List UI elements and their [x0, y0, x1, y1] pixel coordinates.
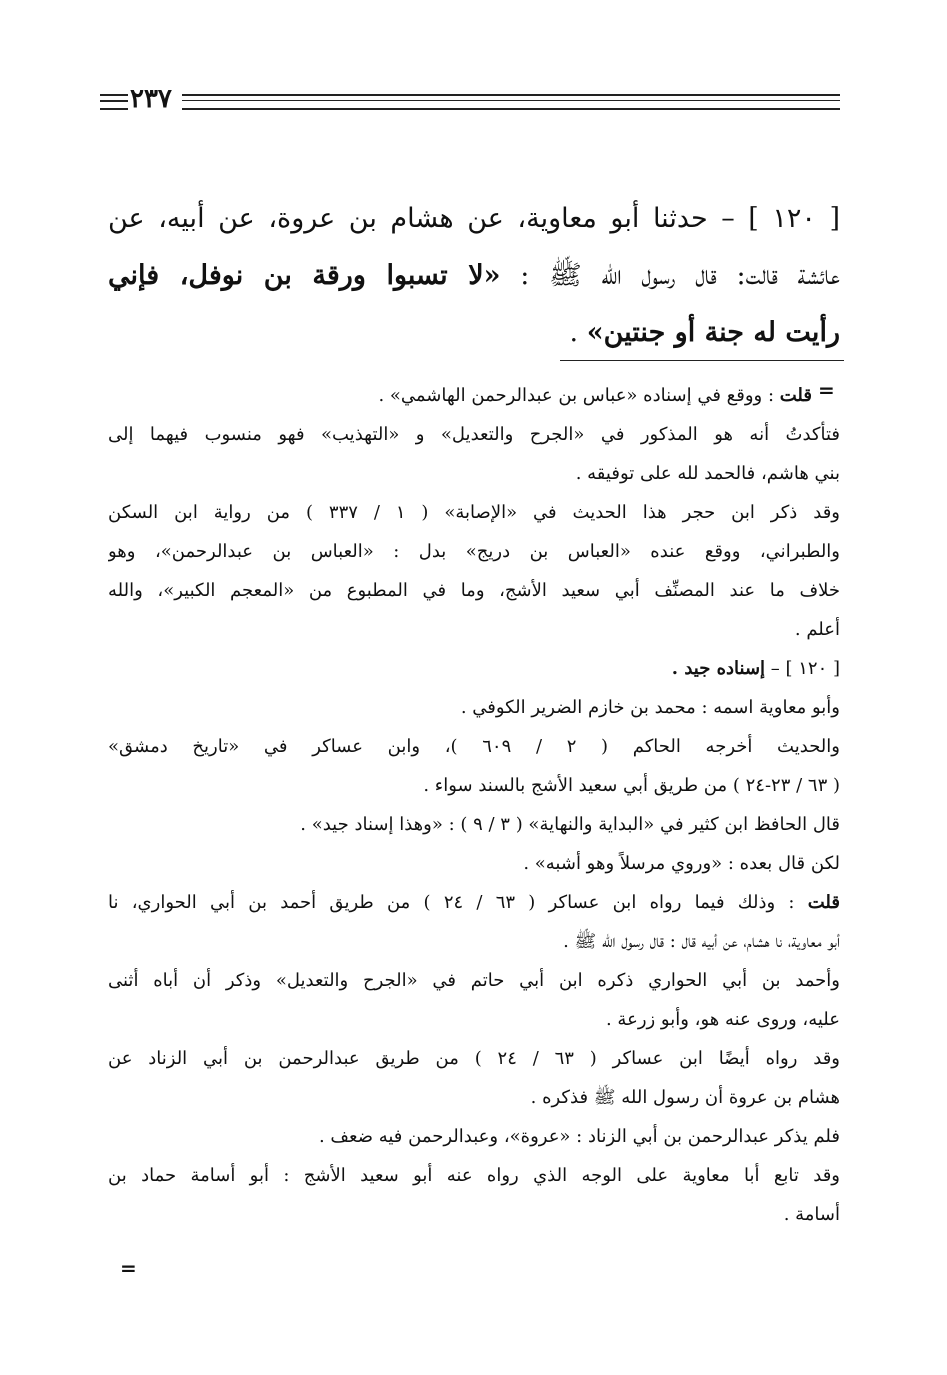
- note-line-15: أبو معاوية، نا هشام، عن أبيه قال : قال رسول الله ﷺ .: [563, 931, 840, 952]
- hadith-line-3-tail: .: [569, 317, 587, 348]
- note-line-11: ( ٦٣ / ٢٣-٢٤ ) من طريق أبي سعيد الأشج بالسند سواء .: [423, 775, 840, 796]
- note-line-10: والحديث أخرجه الحاكم ( ٢ / ٦٠٩ )، وابن عساكر في «تاريخ دمشق»: [108, 736, 840, 757]
- note-line-6: خلاف ما عند المصنِّف أبي سعيد الأشج، وما في المطبوع من «المعجم الكبير»، والله: [108, 580, 840, 601]
- end-mark: =: [120, 1256, 137, 1280]
- note-line-7: أعلم .: [794, 619, 840, 640]
- footnotes: [108, 376, 840, 1234]
- note-line-22: أسامة .: [783, 1204, 840, 1225]
- note-line-3: بني هاشم، فالحمد لله على توفيقه .: [575, 463, 840, 484]
- hadith-line-2-plain: عائشة قالت: قال رسول الله ﷺ :: [500, 260, 840, 291]
- note-line-16: وأحمد بن أبي الحواري ذكره ابن أبي حاتم في «الجرح والتعديل» وذكر أن أباه أثنى: [108, 970, 840, 991]
- note-line-5: والطبراني، ووقع عنده «العباس بن دريج» بدل : «العباس بن عبدالرحمن»، وهو: [108, 541, 840, 562]
- note-line-8-bold: إسناده جيد .: [671, 658, 766, 679]
- hadith-line-3: [108, 304, 840, 361]
- note-line-19: هشام بن عروة أن رسول الله ﷺ فذكره .: [530, 1087, 840, 1108]
- note-line-14: [108, 883, 840, 922]
- hadith-text: [108, 190, 840, 361]
- page-header: [100, 84, 840, 118]
- note-line-1-text: : ووقع في إسناده «عباس بن عبدالرحمن الهاشمي» .: [378, 385, 775, 406]
- note-line-12: قال الحافظ ابن كثير في «البداية والنهاية» ( ٣ / ٩ ) : «وهذا إسناد جيد» .: [300, 814, 840, 835]
- note-line-21: وقد تابع أبا معاوية على الوجه الذي رواه عنه أبو سعيد الأشج : أبو أسامة حماد بن: [108, 1165, 840, 1186]
- note-line-18: وقد رواه أيضًا ابن عساكر ( ٦٣ / ٢٤ ) من طريق عبدالرحمن بن أبي الزناد عن: [108, 1048, 840, 1069]
- note-line-13: لكن قال بعده : «وروي مرسلاً وهو أشبه» .: [523, 853, 840, 874]
- note-line-14-text: : وذلك فيما رواه ابن عساكر ( ٦٣ / ٢٤ ) من طريق أحمد بن أبي الحواري، نا: [108, 892, 795, 913]
- header-rule-right: [182, 94, 840, 110]
- hadith-line-2-bold: «لا تسبوا ورقة بن نوفل، فإني: [108, 260, 501, 291]
- qult-label-2: قلت: [807, 892, 840, 913]
- note-line-4: وقد ذكر ابن حجر هذا الحديث في «الإصابة» ( ١ / ٣٣٧ ) من رواية ابن السكن: [108, 502, 840, 523]
- note-line-9: وأبو معاوية اسمه : محمد بن خازم الضرير الكوفي .: [460, 697, 840, 718]
- note-line-1: [108, 376, 840, 415]
- note-line-20: فلم يذكر عبدالرحمن بن أبي الزناد : «عروة»، وعبدالرحمن فيه ضعف .: [318, 1126, 840, 1147]
- hadith-line-1: [ ١٢٠ ] – حدثنا أبو معاوية، عن هشام بن عروة، عن أبيه، عن: [108, 203, 840, 234]
- qult-label-1: قلت: [779, 385, 812, 406]
- note-line-8: [108, 649, 840, 688]
- hadith-line-3-bold: رأيت له جنة أو جنتين»: [586, 317, 840, 348]
- note-line-2: فتأكدتُ أنه هو المذكور في «الجرح والتعديل» و «التهذيب» فهو منسوب فيهما إلى: [108, 424, 840, 445]
- footnote-divider: [560, 360, 844, 361]
- note-line-8-prefix: [ ١٢٠ ] –: [765, 658, 840, 679]
- continuation-mark: =: [818, 378, 835, 402]
- header-rule-left: [100, 94, 128, 110]
- page-number: ٢٣٧: [130, 84, 172, 114]
- note-line-17: عليه، وروى عنه هو، وأبو زرعة .: [605, 1009, 840, 1030]
- hadith-line-2: [108, 247, 840, 304]
